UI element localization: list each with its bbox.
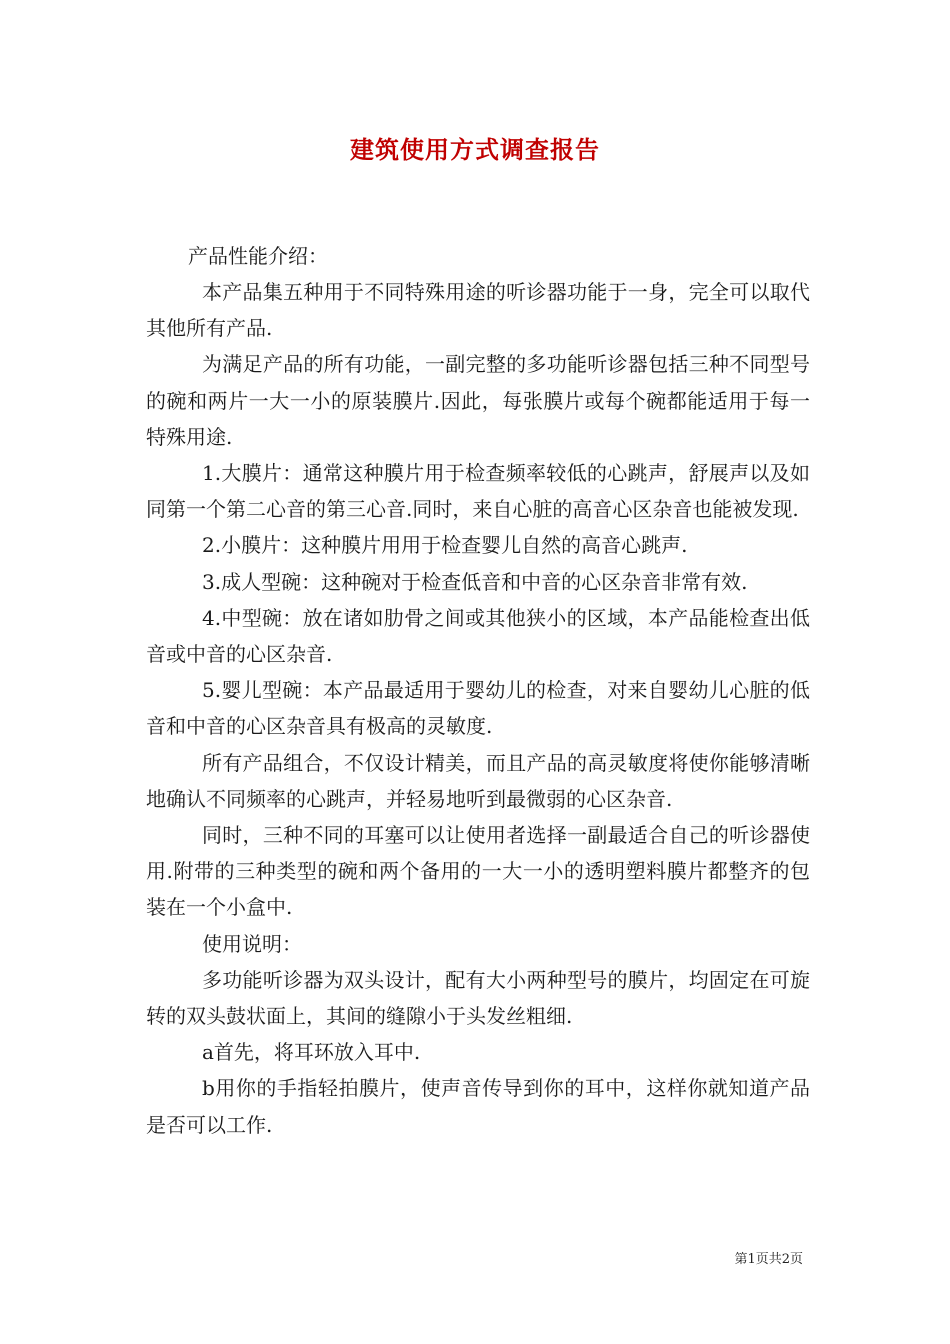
paragraph: 2.小膜片：这种膜片用用于检查婴儿自然的高音心跳声. <box>202 533 688 558</box>
paragraph: 1.大膜片：通常这种膜片用于检查频率较低的心跳声，舒展声以及如同第一个第二心音的第三心音.同时，来自心脏的高音心区杂音也能被发现. <box>146 461 810 522</box>
page-title: 建筑使用方式调查报告 <box>350 135 600 164</box>
paragraph: a首先，将耳环放入耳中. <box>202 1040 421 1065</box>
paragraph: 同时，三种不同的耳塞可以让使用者选择一副最适合自己的听诊器使用.附带的三种类型的碗和两个备用的一大一小的透明塑料膜片都整齐的包装在一个小盒中. <box>146 823 810 920</box>
paragraph: 多功能听诊器为双头设计，配有大小两种型号的膜片，均固定在可旋转的双头鼓状面上，其间的缝隙小于头发丝粗细. <box>146 967 810 1029</box>
paragraph: 所有产品组合，不仅设计精美，而且产品的高灵敏度将使你能够清晰地确认不同频率的心跳声，并轻易地听到最微弱的心区杂音. <box>146 750 810 811</box>
intro-heading: 产品性能介绍： <box>188 244 328 268</box>
paragraph: 3.成人型碗：这种碗对于检查低音和中音的心区杂音非常有效. <box>202 569 748 594</box>
usage-heading: 使用说明： <box>202 931 302 956</box>
paragraph: 本产品集五种用于不同特殊用途的听诊器功能于一身，完全可以取代其他所有产品. <box>146 280 810 341</box>
document-body <box>146 274 810 1143</box>
paragraph: 为满足产品的所有功能，一副完整的多功能听诊器包括三种不同型号的碗和两片一大一小的原装膜片.因此，每张膜片或每个碗都能适用于每一特殊用途. <box>146 352 810 449</box>
paragraph: b用你的手指轻拍膜片，使声音传导到你的耳中，这样你就知道产品是否可以工作. <box>146 1076 810 1137</box>
page-number: 第1页共2页 <box>734 1252 803 1267</box>
paragraph: 5.婴儿型碗：本产品最适用于婴幼儿的检查，对来自婴幼儿心脏的低音和中音的心区杂音具有极高的灵敏度. <box>146 678 810 739</box>
paragraph: 4.中型碗：放在诸如肋骨之间或其他狭小的区域，本产品能检查出低音或中音的心区杂音. <box>146 605 810 667</box>
